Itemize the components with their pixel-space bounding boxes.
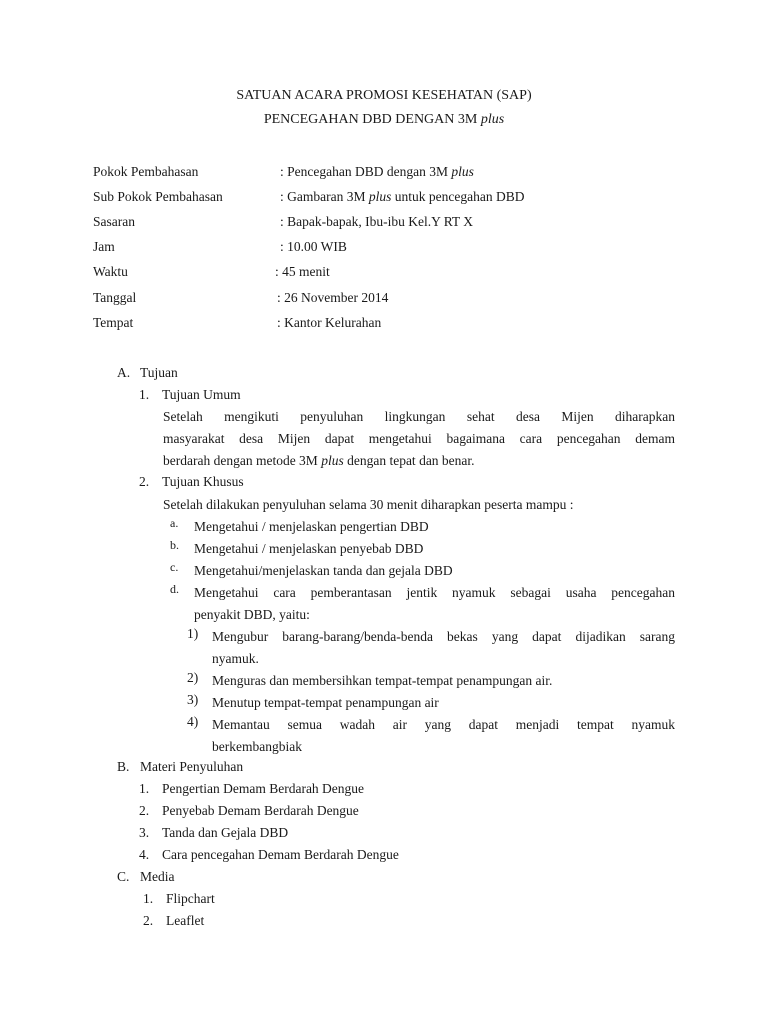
section-marker: A. [117,365,131,380]
list-marker: 1. [139,387,150,402]
document-title-line1: SATUAN ACARA PROMOSI KESEHATAN (SAP) [236,88,532,103]
info-value: : 45 menit [275,264,330,279]
list-marker: 1) [187,626,199,641]
title-line2-italic: plus [480,112,505,127]
list-marker: 3) [187,692,199,707]
info-label: Pokok Pembahasan [93,164,199,179]
list-marker: 1. [143,891,154,906]
list-marker: a. [170,516,179,530]
document-title-line2 [0,112,768,128]
info-label: Waktu [93,264,128,279]
section-marker: C. [117,869,130,884]
list-title: Tujuan Umum [162,387,241,402]
list-item-text: Menutup tempat-tempat penampungan air [212,695,439,710]
list-marker: 2. [143,913,154,928]
info-label: Sasaran [93,214,135,229]
tujuan-khusus-intro [163,494,675,516]
section-title: Materi Penyuluhan [140,759,244,774]
list-item-text: Menguras dan membersihkan tempat-tempat penampungan air. [212,673,553,688]
info-label: Tempat [93,315,134,330]
section-title: Tujuan [140,365,178,380]
list-marker: d. [170,582,179,596]
section-marker: B. [117,759,130,774]
list-item-text: Leaflet [166,913,205,928]
tujuan-umum-paragraph [163,406,675,472]
info-label: Jam [93,239,115,254]
info-value: : Bapak-bapak, Ibu-ibu Kel.Y RT X [280,214,474,229]
list-title: Tujuan Khusus [162,474,244,489]
paragraph-line: Setelah dilakukan penyuluhan selama 30 menit diharapkan peserta mampu : [163,497,574,512]
info-label: Tanggal [93,290,137,305]
list-item-text: Memantau semua wadah air yang dapat menjadi tempat nyamuk berkembangbiak [212,717,675,754]
paragraph-line: berdarah dengan metode 3M plus dengan tepat dan benar. [163,453,475,468]
paragraph-line: masyarakat desa Mijen dapat mengetahui bagaimana cara pencegahan demam [163,431,675,446]
list-item-text: Mengubur barang-barang/benda-benda bekas yang dapat dijadikan sarang nyamuk. [212,629,675,666]
info-value: : Gambaran 3M plus untuk pencegahan DBD [280,189,525,204]
list-item-text: Mengetahui cara pemberantasan jentik nyamuk sebagai usaha pencegahan penyakit DBD, yaitu: [194,585,675,622]
list-item-text: Flipchart [166,891,215,906]
list-item-text: Mengetahui/menjelaskan tanda dan gejala DBD [194,563,453,578]
info-value: : 26 November 2014 [277,290,389,305]
list-item-text: Mengetahui / menjelaskan pengertian DBD [194,519,429,534]
list-marker: b. [170,538,179,552]
list-marker: 4) [187,714,199,729]
list-item-text: Cara pencegahan Demam Berdarah Dengue [162,847,399,862]
list-item-text: Penyebab Demam Berdarah Dengue [162,803,359,818]
list-marker: 2) [187,670,199,685]
list-marker: 1. [139,781,150,796]
list-item-text: Mengetahui / menjelaskan penyebab DBD [194,541,424,556]
info-value: : Kantor Kelurahan [277,315,382,330]
info-value: : 10.00 WIB [280,239,347,254]
list-marker: 2. [139,803,150,818]
list-marker: 4. [139,847,150,862]
paragraph-line: Setelah mengikuti penyuluhan lingkungan sehat desa Mijen diharapkan [163,409,675,424]
section-title: Media [140,869,175,884]
list-item-text: Pengertian Demam Berdarah Dengue [162,781,365,796]
list-marker: 2. [139,474,150,489]
title-line2-text: PENCEGAHAN DBD DENGAN 3M [263,112,481,127]
info-label: Sub Pokok Pembahasan [93,189,223,204]
list-marker: c. [170,560,179,574]
list-item-text: Tanda dan Gejala DBD [162,825,289,840]
list-marker: 3. [139,825,150,840]
info-value: : Pencegahan DBD dengan 3M plus [280,164,474,179]
